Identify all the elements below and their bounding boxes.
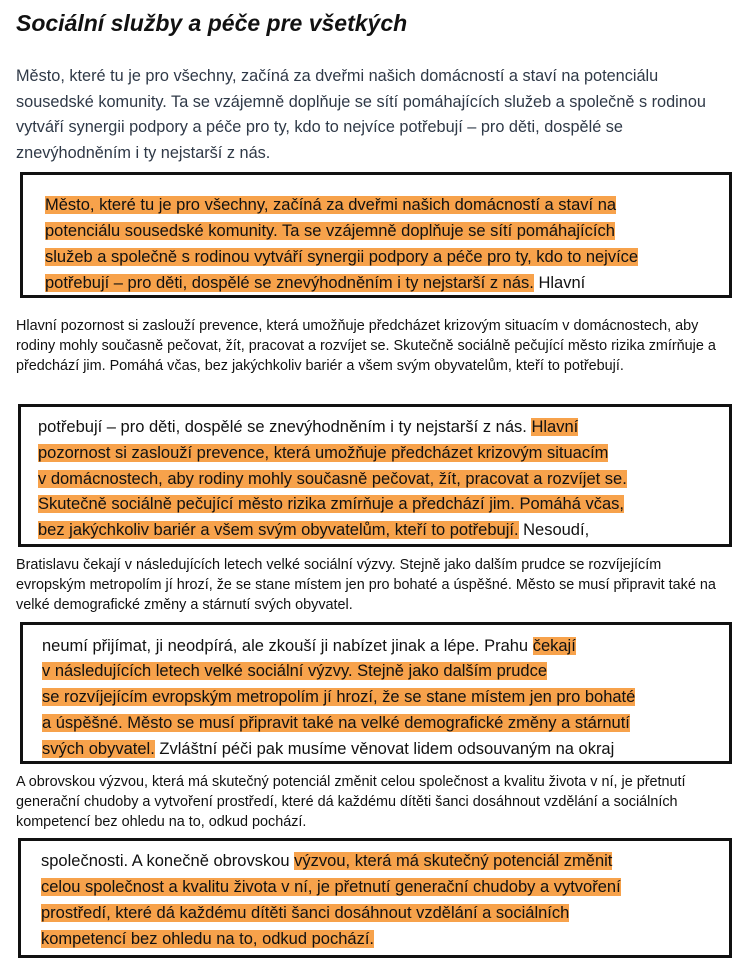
excerpt-box-1 — [20, 172, 732, 298]
box3-line-2: v následujících letech velké sociální výzvy. Stejně jako dalším prudce — [42, 662, 548, 680]
box2-line-3: v domácnostech, aby rodiny mohly současně pečovat, žít, pracovat a rozvíjet se. — [38, 470, 627, 488]
box3-line-1: neumí přijímat, ji neodpírá, ale zkouší ji nabízet jinak a lépe. Prahu čekají — [42, 637, 576, 655]
box2-line-1: potřebují – pro děti, dospělé se znevýhodněním i ty nejstarší z nás. Hlavní — [38, 418, 579, 436]
box2-line-5: bez jakýchkoliv bariér a všem svým obyvatelům, kteří to potřebují. Nesoudí, — [38, 521, 590, 539]
box4-line-4: kompetencí bez ohledu na to, odkud pochází. — [41, 930, 374, 948]
excerpt-box-4 — [18, 838, 732, 958]
page-title: Sociální služby a péče pre všetkých — [16, 10, 408, 36]
box1-line-3: služeb a společně s rodinou vytváří synergii podpory a péče pro ty, kdo to nejvíce — [45, 248, 639, 266]
box4-line-3: prostředí, které dá každému dítěti šanci dosáhnout vzdělání a sociálních — [41, 904, 570, 922]
box2-line-2: pozornost si zaslouží prevence, která umožňuje předcházet krizovým situacím — [38, 444, 609, 462]
box4-line-2: celou společnost a kvalitu života v ní, je přetnutí generační chudoby a vytvoření — [41, 878, 621, 896]
box4-line-1: společnosti. A konečně obrovskou výzvou, která má skutečný potenciál změnit — [41, 852, 613, 870]
box1-line-1: Město, které tu je pro všechny, začíná za dveřmi našich domácností a staví na — [45, 196, 617, 214]
box3-line-3: se rozvíjejícím evropským metropolím jí hrozí, že se stane místem jen pro bohaté — [42, 688, 636, 706]
box1-line-2: potenciálu sousedské komunity. Ta se vzájemně doplňuje se sítí pomáhajících — [45, 222, 615, 240]
paragraph-3: Bratislavu čekají v následujících letech velké sociální výzvy. Stejně jako dalším prudce se rozvíjejícím evropským metropolím jí hrozí, že se stane místem jen pro bohaté a úspěšné. Město se musí připravit také na velké demografické změny a stárnutí svých obyvatel. — [16, 557, 716, 613]
box3-line-4: a úspěšné. Město se musí připravit také na velké demografické změny a stárnutí — [42, 714, 630, 732]
paragraph-4: A obrovskou výzvou, která má skutečný potenciál změnit celou společnost a kvalitu života v ní, je přetnutí generační chudoby a vytvoření prostředí, které dá každému dítěti šanci dosáhnout vzdělání a sociálních kompetencí bez ohledu na to, odkud pochází. — [16, 774, 686, 830]
box1-line-4: potřebují – pro děti, dospělé se znevýhodněním i ty nejstarší z nás. Hlavní — [45, 274, 586, 292]
excerpt-box-3 — [20, 622, 732, 764]
paragraph-2: Hlavní pozornost si zaslouží prevence, která umožňuje předcházet krizovým situacím v domácnostech, aby rodiny mohly současně pečovat, žít, pracovat a rozvíjet se. Skutečně sociálně pečující město rizika zmírňuje a předchází jim. Pomáhá včas, bez jakýchkoliv bariér a všem svým obyvatelům, kteří to potřebují. — [16, 318, 716, 374]
excerpt-box-2 — [18, 404, 732, 547]
intro-paragraph: Město, které tu je pro všechny, začíná za dveřmi našich domácností a staví na potenciálu sousedské komunity. Ta se vzájemně doplňuje se sítí pomáhajících služeb a společně s rodinou vytváří synergii podpory a péče pro ty, kdo to nejvíce potřebují – pro děti, dospělé se znevýhodněním i ty nejstarší z nás. — [16, 67, 706, 162]
box2-line-4: Skutečně sociálně pečující město rizika zmírňuje a předchází jim. Pomáhá včas, — [38, 495, 625, 513]
box3-line-5: svých obyvatel. Zvláštní péči pak musíme věnovat lidem odsouvaným na okraj — [42, 740, 615, 758]
